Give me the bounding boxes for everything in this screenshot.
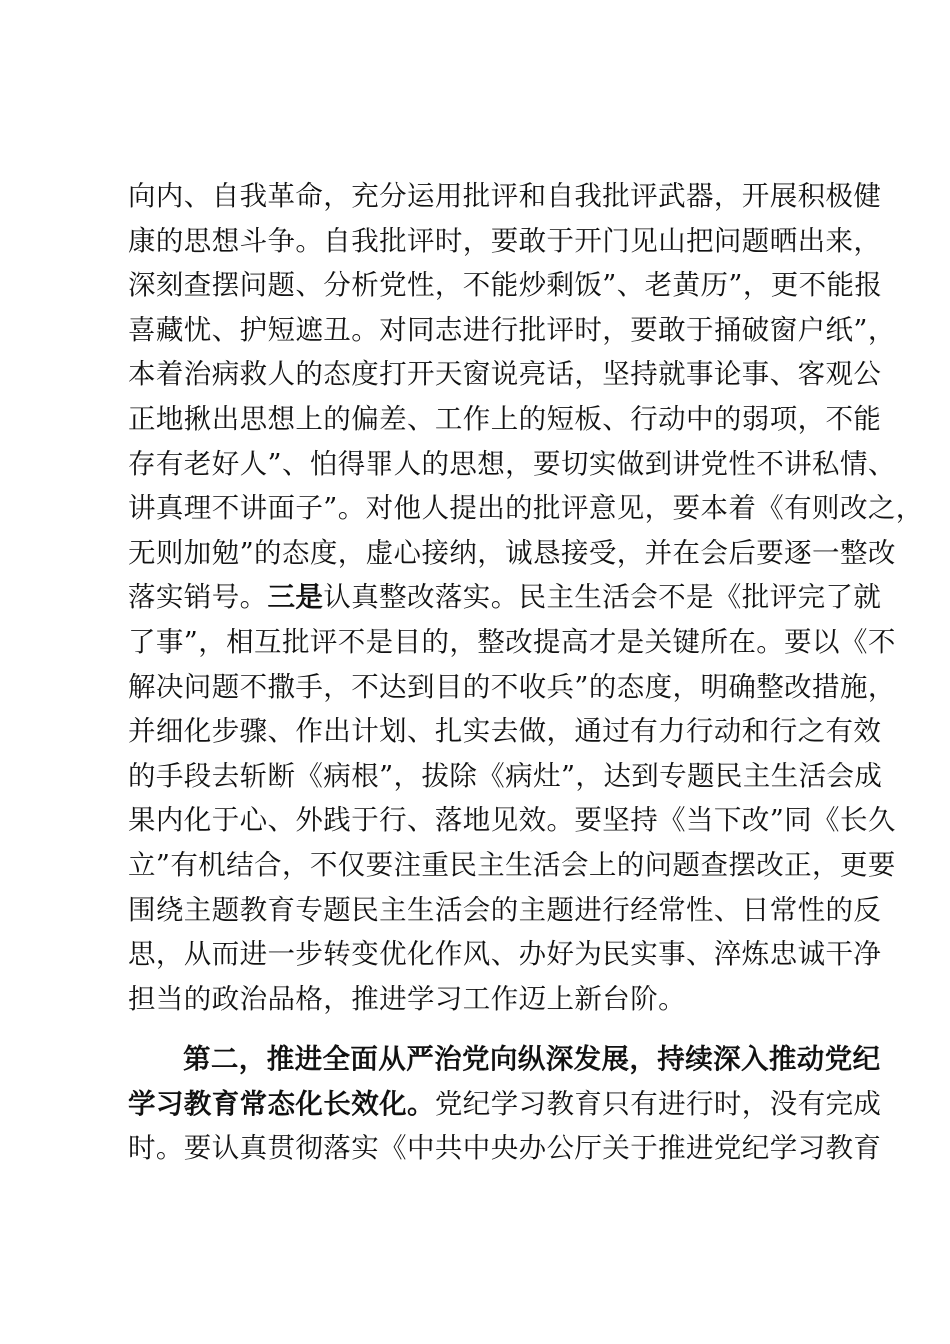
text-line: 无则加勉”的态度，虚心接纳，诚恳接受，并在会后要逐一整改 [128,536,896,569]
text-line: 担当的政治品格，推进学习工作迈上新台阶。 [128,982,686,1015]
bold-text-run: 三是 [267,581,324,614]
paragraph-gap [128,1021,838,1037]
text-line: 讲真理不讲面子”。对他人提出的批评意见，要本着《有则改之， [128,492,924,525]
heading-line: 第二，推进全面从严治党向纵深发展，持续深入推动党纪 [183,1043,881,1076]
text-line: 喜藏忧、护短遮丑。对同志进行批评时，要敢于捅破窗户纸”， [128,313,896,346]
text-line: 向内、自我革命，充分运用批评和自我批评武器，开展积极健 [128,180,882,212]
text-line: 立”有机结合，不仅要注重民主生活会上的问题查摆改正，更要 [128,848,896,881]
text-line: 康的思想斗争。自我批评时，要敢于开门见山把问题晒出来， [128,224,882,257]
text-line: 并细化步骤、作出计划、扎实去做，通过有力行动和行之有效 [128,715,882,748]
text-line: 的手段去斩断《病根”，拔除《病灶”，达到专题民主生活会成 [128,759,883,792]
text-line: 围绕主题教育专题民主生活会的主题进行经常性、日常性的反 [128,893,882,926]
text-line: 本着治病救人的态度打开天窗说亮话，坚持就事论事、客观公 [128,358,882,391]
text-line: 了事”，相互批评不是目的，整改提高才是关键所在。要以《不 [128,625,896,658]
text-line: 存有老好人”、怕得罪人的思想，要切实做到讲党性不讲私情、 [128,447,896,480]
text-line: 深刻查摆问题、分析党性，不能炒剩饭”、老黄历”，更不能报 [128,269,883,302]
text-line-mixed [128,575,882,620]
text-run: 认真整改落实。民主生活会不是《批评完了就 [323,581,882,614]
text-run: 落实销号。 [128,581,268,614]
text-line: 解决问题不撒手，不达到目的不收兵”的态度，明确整改措施， [128,670,896,703]
bold-text-run: 学习教育常态化长效化。 [128,1087,435,1120]
text-line: 思，从而进一步转变优化作风、办好为民实事、淬炼忠诚干净 [128,938,882,971]
text-line: 果内化于心、外践于行、落地见效。要坚持《当下改”同《长久 [128,804,896,837]
text-line: 时。要认真贯彻落实《中共中央办公厅关于推进党纪学习教育 [128,1132,882,1165]
text-run: 党纪学习教育只有进行时，没有完成 [434,1087,882,1120]
body-text [128,174,924,1171]
text-line-mixed [128,1082,882,1127]
text-line: 正地揪出思想上的偏差、工作上的短板、行动中的弱项，不能 [128,402,882,435]
